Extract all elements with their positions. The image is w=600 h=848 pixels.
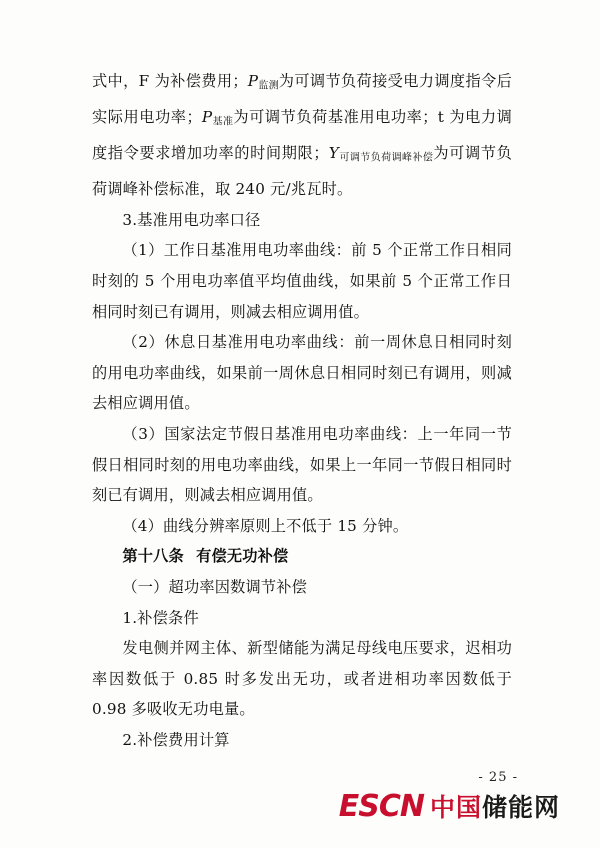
paragraph-item-3-1: （1）工作日基准用电功率曲线：前 5 个正常工作日相同时刻的 5 个用电功率值平均值曲线，如果前 5 个正常工作日相同时刻已有调用，则减去相应调用值。 xyxy=(92,241,512,321)
paragraph-item-1: 1.补偿条件 xyxy=(122,608,199,627)
article-heading-title: 第十八条 xyxy=(122,547,184,566)
watermark-brand-latin: ESCN xyxy=(338,788,424,824)
paragraph-formula-note xyxy=(92,66,512,205)
paragraph-item-3-3: （3）国家法定节假日基准用电功率曲线：上一年同一节假日相同时刻的用电功率曲线，如果上一年同一节假日相同时刻已有调用，则减去相应调用值。 xyxy=(92,425,512,505)
article-heading xyxy=(92,541,512,572)
paragraph-item-3-2: （2）休息日基准用电功率曲线：前一周休息日相同时刻的用电功率曲线，如果前一周休息日相同时刻已有调用，则减去相应调用值。 xyxy=(92,333,512,413)
formula-text-part3: 为可调节负荷基准用电功率；t 为电力调度指令要求增加功率的时间期限； xyxy=(92,108,512,163)
paragraph-item-3-4: （4）曲线分辨率原则上不低于 15 分钟。 xyxy=(122,516,409,535)
article-heading-subtitle: 有偿无功补偿 xyxy=(196,547,289,566)
watermark-brand-cn-suffix: 储能网 xyxy=(481,793,560,822)
page-number: - 25 - xyxy=(478,770,518,785)
paragraph-item-2: 2.补偿费用计算 xyxy=(122,730,230,749)
paragraph-item-1-body: 发电侧并网主体、新型储能为满足母线电压要求，迟相功率因数低于 0.85 时多发出无功，或者进相功率因数低于 0.98 多吸收无功电量。 xyxy=(92,639,512,719)
watermark-brand-cn-prefix: 中国 xyxy=(429,793,482,822)
watermark-brand-cn xyxy=(430,788,560,824)
paragraph-section-1: （一）超功率因数调节补偿 xyxy=(122,578,308,596)
document-body xyxy=(92,66,512,756)
formula-text-part2: 为可调节负荷接受电力调度指令后实际用电功率； xyxy=(92,72,512,127)
formula-text-part1: 式中，F 为补偿费用； xyxy=(92,72,248,90)
formula-text-part4: 为可调节负荷调峰补偿标准，取 240 元/兆瓦时。 xyxy=(92,144,513,199)
variable-p-baseline: $P_{基准}$ xyxy=(201,108,234,128)
variable-y-compensation: $Y_{可调节负荷调峰补偿}$ xyxy=(328,144,434,164)
paragraph-item-3: 3.基准用电功率口径 xyxy=(122,210,261,229)
variable-p-monitor: $P_{监测}$ xyxy=(247,72,279,92)
watermark-logo xyxy=(339,786,560,826)
